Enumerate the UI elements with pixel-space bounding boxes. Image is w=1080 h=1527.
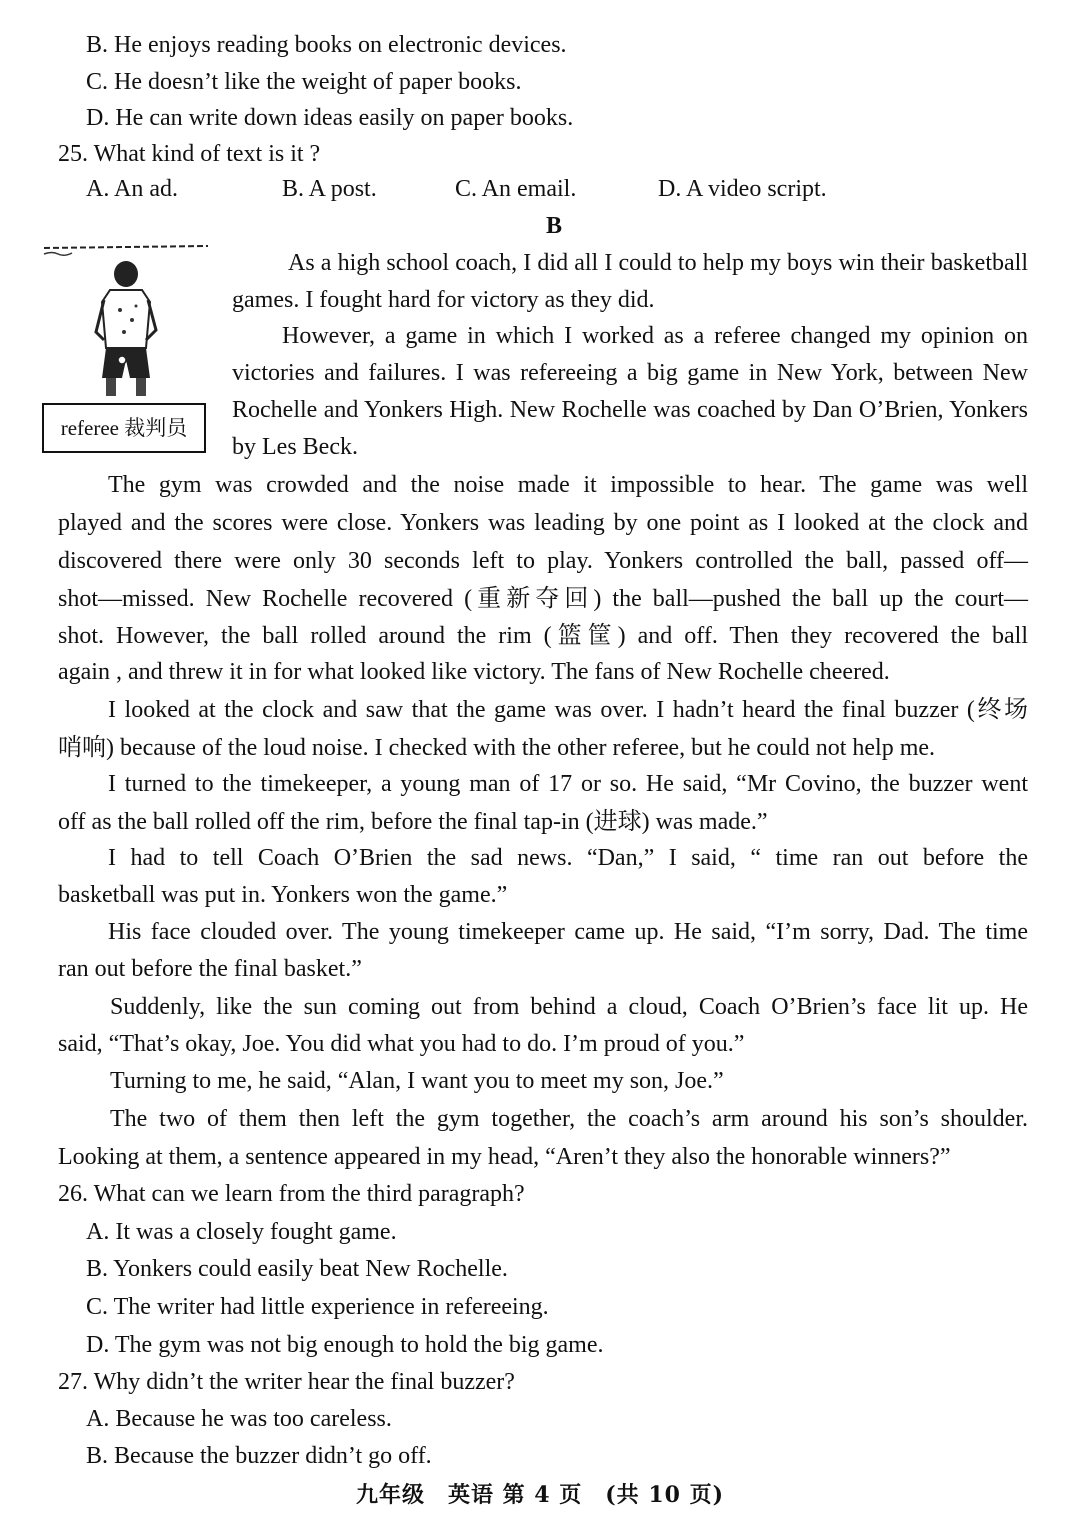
paragraph-2: However, a game in which I worked as a referee changed my opinion on victories and failures. I was refereeing a big game in New York, between New Rochelle and Yonkers High. New Rochelle was coached by Dan O’Brien, Yonkers by Les Beck. — [232, 323, 1028, 460]
passage-line: Looking at them, a sentence appeared in my head, “Aren’t they also the honorable winners?” — [58, 1144, 951, 1170]
passage-line: ran out before the final basket.” — [58, 956, 362, 982]
q24-option-d: D. He can write down ideas easily on paper books. — [86, 105, 574, 131]
passage-line: off as the ball rolled off the rim, before the final tap-in (进球) was made.” — [58, 809, 768, 835]
passage-line: I turned to the timekeeper, a young man of 17 or so. He said, “Mr Covino, the buzzer went — [108, 771, 1028, 797]
q24-option-c: C. He doesn’t like the weight of paper books. — [86, 69, 522, 95]
passage-line: shot—missed. New Rochelle recovered (重新夺回) the ball—pushed the ball up the court— — [58, 586, 1028, 612]
q25-option-a: A. An ad. — [86, 176, 178, 202]
q26-option-d: D. The gym was not big enough to hold the big game. — [86, 1332, 604, 1358]
q24-option-b: B. He enjoys reading books on electronic devices. — [86, 32, 567, 58]
q26-question: 26. What can we learn from the third paragraph? — [58, 1181, 525, 1207]
q27-question: 27. Why didn’t the writer hear the final buzzer? — [58, 1369, 515, 1395]
passage-line: played and the scores were close. Yonkers was leading by one point as I looked at the clock and — [58, 510, 1028, 536]
passage-line: basketball was put in. Yonkers won the game.” — [58, 882, 508, 908]
paragraph-1: As a high school coach, I did all I could to help my boys win their basketball games. I fought hard for victory as they did. — [232, 250, 1028, 313]
passage-line: 哨响) because of the loud noise. I checked with the other referee, but he could not help me. — [58, 735, 936, 761]
passage-line: I had to tell Coach O’Brien the sad news. “Dan,” I said, “ time ran out before the — [108, 845, 1028, 871]
q25-question: 25. What kind of text is it ? — [58, 141, 321, 167]
q27-option-a: A. Because he was too careless. — [86, 1406, 392, 1432]
passage-line: discovered there were only 30 seconds left to play. Yonkers controlled the ball, passed off— — [58, 548, 1028, 574]
q26-option-a: A. It was a closely fought game. — [86, 1219, 397, 1245]
passage-line: I looked at the clock and saw that the game was over. I hadn’t heard the final buzzer (终场 — [108, 697, 1028, 723]
passage-line: Turning to me, he said, “Alan, I want you to meet my son, Joe.” — [110, 1068, 724, 1094]
passage-line: His face clouded over. The young timekeeper came up. He said, “I’m sorry, Dad. The time — [108, 919, 1028, 945]
q25-option-b: B. A post. — [282, 176, 377, 202]
q25-option-d: D. A video script. — [658, 176, 827, 202]
q25-option-c: C. An email. — [455, 176, 577, 202]
passage-line: The two of them then left the gym together, the coach’s arm around his son’s shoulder. — [110, 1106, 1028, 1132]
q27-option-b: B. Because the buzzer didn’t go off. — [86, 1443, 432, 1469]
passage-line: The gym was crowded and the noise made it impossible to hear. The game was well — [108, 472, 1028, 498]
q26-option-c: C. The writer had little experience in refereeing. — [86, 1294, 549, 1320]
passage-line: shot. However, the ball rolled around the rim (篮筐) and off. Then they recovered the ball — [58, 623, 1028, 649]
referee-caption: referee 裁判员 — [42, 403, 206, 453]
passage-line: Suddenly, like the sun coming out from behind a cloud, Coach O’Brien’s face lit up. He — [110, 994, 1028, 1020]
passage-line: said, “That’s okay, Joe. You did what you had to do. I’m proud of you.” — [58, 1031, 745, 1057]
q26-option-b: B. Yonkers could easily beat New Rochelle. — [86, 1256, 508, 1282]
page-footer: 九年级 英语 第 4 页 (共 10 页) — [355, 1482, 725, 1508]
passage-line: again , and threw it in for what looked like victory. The fans of New Rochelle cheered. — [58, 659, 890, 685]
section-b-label: B — [546, 213, 563, 239]
